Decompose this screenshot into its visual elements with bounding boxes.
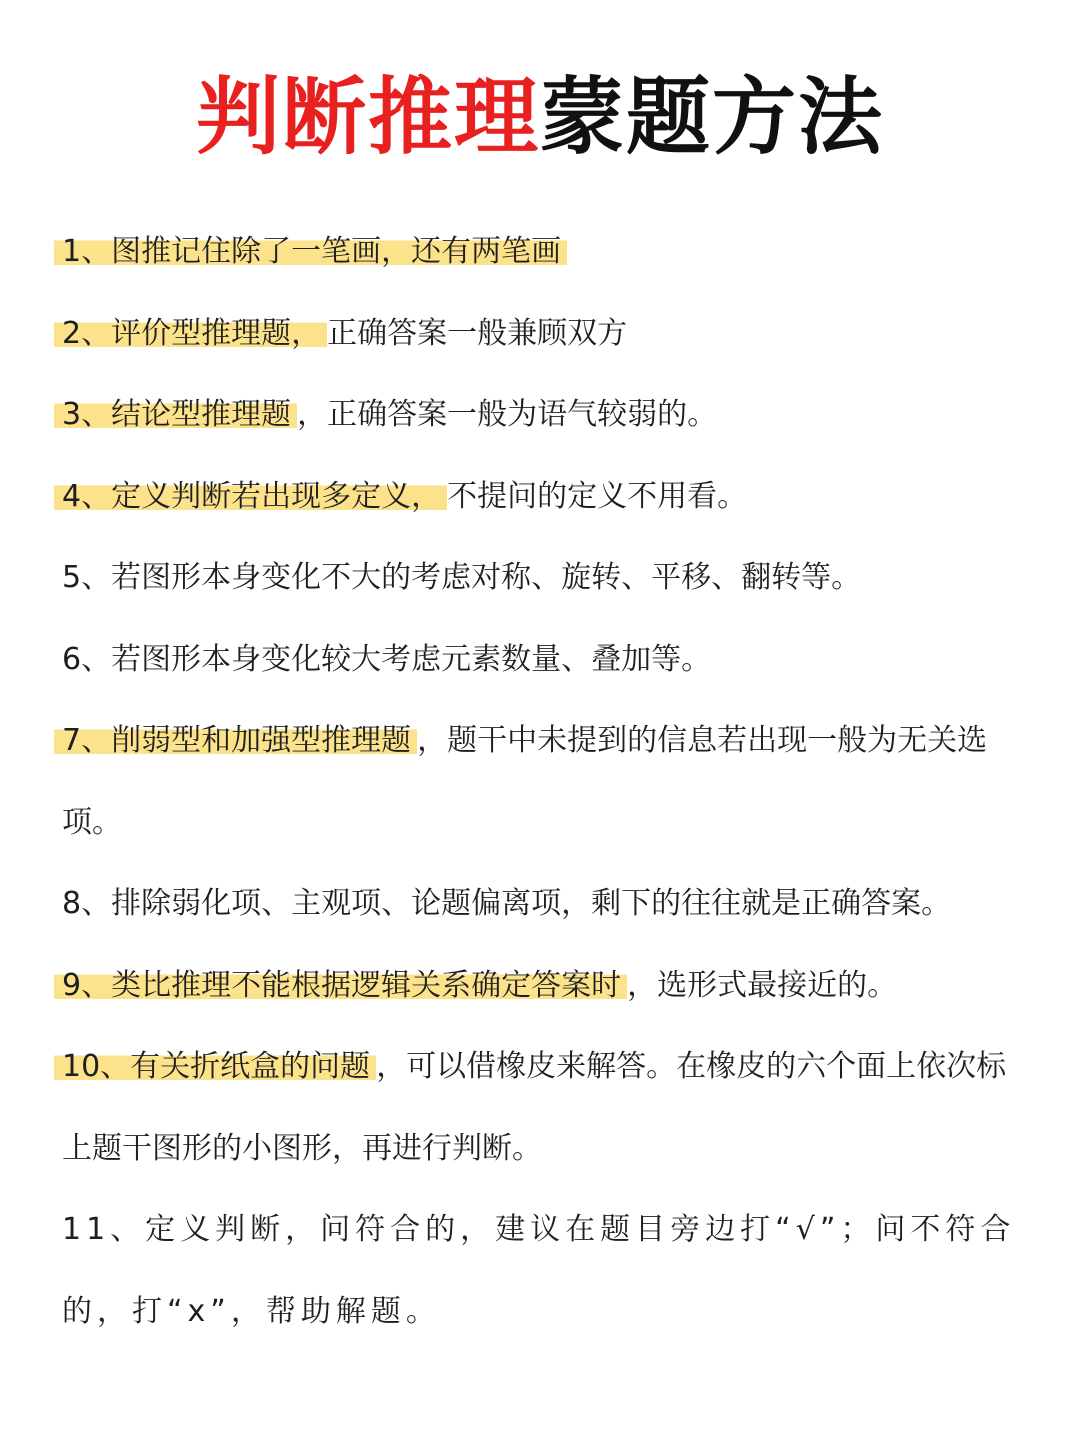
tips-list bbox=[62, 224, 1022, 1365]
list-item bbox=[62, 306, 1022, 362]
list-item bbox=[62, 1189, 1022, 1352]
highlighted-text: 10、有关折纸盒的问题 bbox=[54, 1049, 376, 1084]
title-highlight: 判断推理 bbox=[195, 68, 540, 166]
title-main: 蒙题方法 bbox=[540, 68, 885, 166]
list-item bbox=[62, 876, 1022, 932]
highlighted-text: 7、削弱型和加强型推理题 bbox=[54, 723, 417, 758]
highlighted-text: 9、类比推理不能根据逻辑关系确定答案时 bbox=[54, 968, 627, 1003]
item-text: ，题干中未提到的信息若出现一般为无关选项。 bbox=[62, 723, 988, 840]
item-text: ，选形式最接近的。 bbox=[627, 967, 898, 1003]
list-item bbox=[62, 469, 1022, 525]
list-item bbox=[62, 700, 1022, 863]
list-item bbox=[62, 958, 1022, 1014]
highlighted-text: 2、评价型推理题， bbox=[54, 316, 327, 351]
highlighted-text: 3、结论型推理题 bbox=[54, 397, 297, 432]
highlighted-text: 1、图推记住除了一笔画，还有两笔画 bbox=[54, 234, 567, 269]
item-text: 正确答案一般兼顾双方 bbox=[327, 315, 628, 351]
item-text: ，可以借橡皮来解答。在橡皮的六个面上依次标上题干图形的小图形，再进行判断。 bbox=[62, 1049, 1007, 1166]
item-text: 5、若图形本身变化不大的考虑对称、旋转、平移、翻转等。 bbox=[62, 560, 862, 595]
item-text: 11、定义判断，问符合的，建议在题目旁边打“√”；问不符合的，打“x”，帮助解题。 bbox=[62, 1212, 1016, 1329]
item-text: ，正确答案一般为语气较弱的。 bbox=[297, 397, 718, 432]
page-title bbox=[0, 62, 1080, 172]
highlighted-text: 4、定义判断若出现多定义， bbox=[54, 479, 447, 514]
list-item bbox=[62, 550, 1022, 606]
list-item bbox=[62, 1026, 1022, 1189]
item-text: 不提问的定义不用看。 bbox=[447, 478, 748, 514]
list-item bbox=[62, 387, 1022, 443]
list-item bbox=[62, 632, 1022, 688]
list-item bbox=[62, 224, 1022, 280]
item-text: 8、排除弱化项、主观项、论题偏离项，剩下的往往就是正确答案。 bbox=[62, 886, 952, 921]
item-text: 6、若图形本身变化较大考虑元素数量、叠加等。 bbox=[62, 641, 712, 677]
